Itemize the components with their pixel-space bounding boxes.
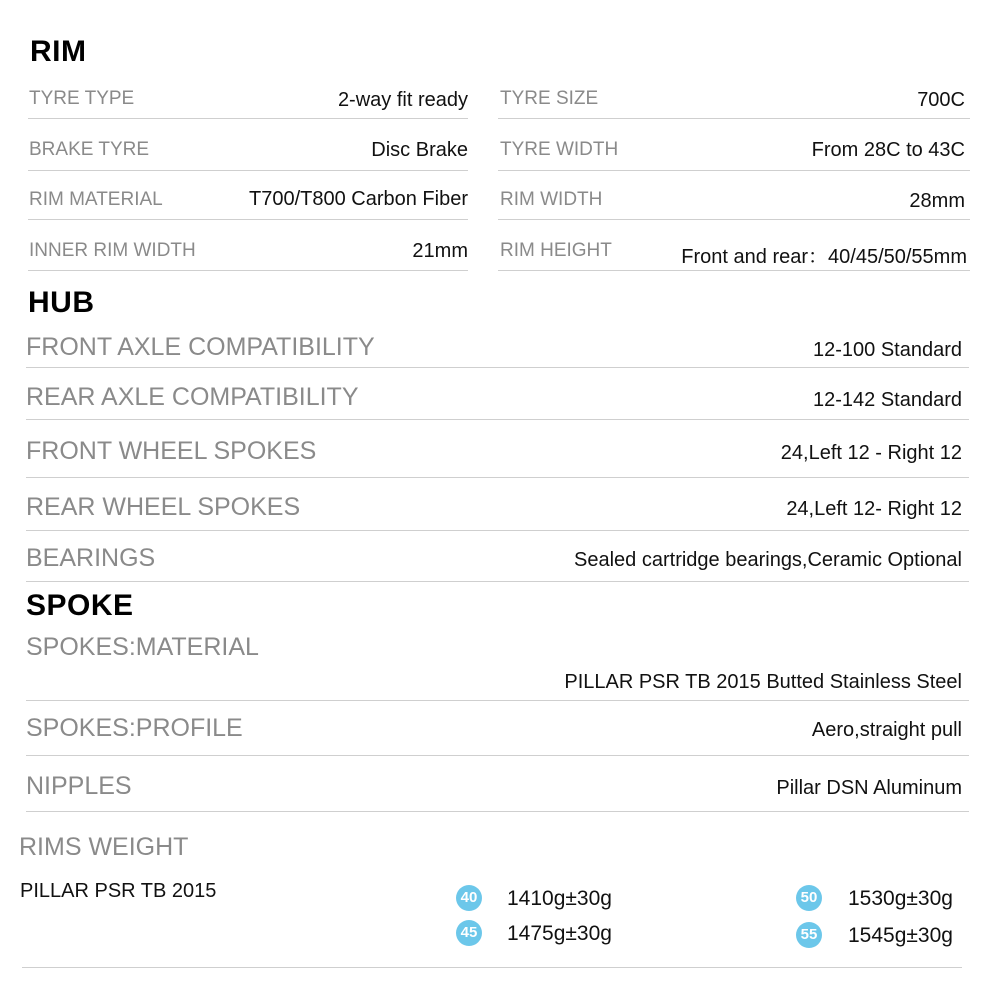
spec-label: BEARINGS — [26, 544, 156, 572]
height-badge: 50 — [796, 885, 822, 911]
spec-value: PILLAR PSR TB 2015 Butted Stainless Steel — [564, 671, 962, 693]
divider — [28, 270, 468, 271]
spec-value: 21mm — [412, 240, 468, 262]
divider — [26, 477, 969, 478]
spec-value: 24,Left 12 - Right 12 — [780, 442, 962, 464]
divider — [26, 367, 969, 368]
spec-label: SPOKES:PROFILE — [26, 714, 243, 742]
divider — [26, 581, 969, 582]
divider — [498, 219, 970, 220]
spec-value: T700/T800 Carbon Fiber — [248, 188, 468, 210]
spec-value: 2-way fit ready — [337, 89, 468, 111]
spec-value: Pillar DSN Aluminum — [776, 777, 962, 799]
spec-value: Aero,straight pull — [811, 719, 962, 741]
spec-value: 24,Left 12- Right 12 — [786, 498, 962, 520]
spec-value: 700C — [917, 89, 965, 111]
spec-label: RIM MATERIAL — [29, 189, 163, 210]
spoke-section-title: SPOKE — [26, 589, 134, 622]
spec-label: REAR AXLE COMPATIBILITY — [26, 383, 359, 411]
divider — [22, 967, 962, 968]
divider — [26, 700, 969, 701]
spec-value: 28mm — [909, 190, 965, 212]
rims-weight-title: RIMS WEIGHT — [19, 833, 189, 861]
rims-weight-model: PILLAR PSR TB 2015 — [20, 880, 217, 902]
spec-label: FRONT AXLE COMPATIBILITY — [26, 333, 375, 361]
divider — [498, 270, 970, 271]
height-badge: 55 — [796, 922, 822, 948]
divider — [26, 811, 969, 812]
divider — [498, 170, 970, 171]
spec-value: From 28C to 43C — [811, 139, 965, 161]
spec-label: INNER RIM WIDTH — [29, 240, 196, 261]
spec-label: RIM HEIGHT — [500, 240, 612, 261]
divider — [26, 755, 969, 756]
spec-label: TYRE WIDTH — [500, 139, 619, 160]
spec-label: RIM WIDTH — [500, 189, 603, 210]
weight-value: 1545g±30g — [848, 924, 953, 947]
spec-value: Sealed cartridge bearings,Ceramic Optional — [574, 549, 962, 571]
spec-label: BRAKE TYRE — [29, 139, 150, 160]
divider — [28, 170, 468, 171]
spec-label: SPOKES:MATERIAL — [26, 633, 259, 661]
spec-label: REAR WHEEL SPOKES — [26, 493, 301, 521]
spec-label: NIPPLES — [26, 772, 132, 800]
divider — [28, 219, 468, 220]
hub-section-title: HUB — [28, 286, 95, 319]
divider — [26, 419, 969, 420]
divider — [26, 530, 969, 531]
rim-section-title: RIM — [30, 35, 87, 68]
spec-value: Front and rear：40/45/50/55mm — [681, 246, 967, 268]
weight-value: 1410g±30g — [507, 887, 612, 910]
weight-value: 1475g±30g — [507, 922, 612, 945]
spec-value: 12-142 Standard — [812, 389, 962, 411]
spec-value: 12-100 Standard — [812, 339, 962, 361]
spec-label: FRONT WHEEL SPOKES — [26, 437, 317, 465]
spec-label: TYRE TYPE — [29, 88, 135, 109]
divider — [28, 118, 468, 119]
spec-value: Disc Brake — [371, 139, 468, 161]
height-badge: 45 — [456, 920, 482, 946]
height-badge: 40 — [456, 885, 482, 911]
weight-value: 1530g±30g — [848, 887, 953, 910]
divider — [498, 118, 970, 119]
spec-label: TYRE SIZE — [500, 88, 599, 109]
